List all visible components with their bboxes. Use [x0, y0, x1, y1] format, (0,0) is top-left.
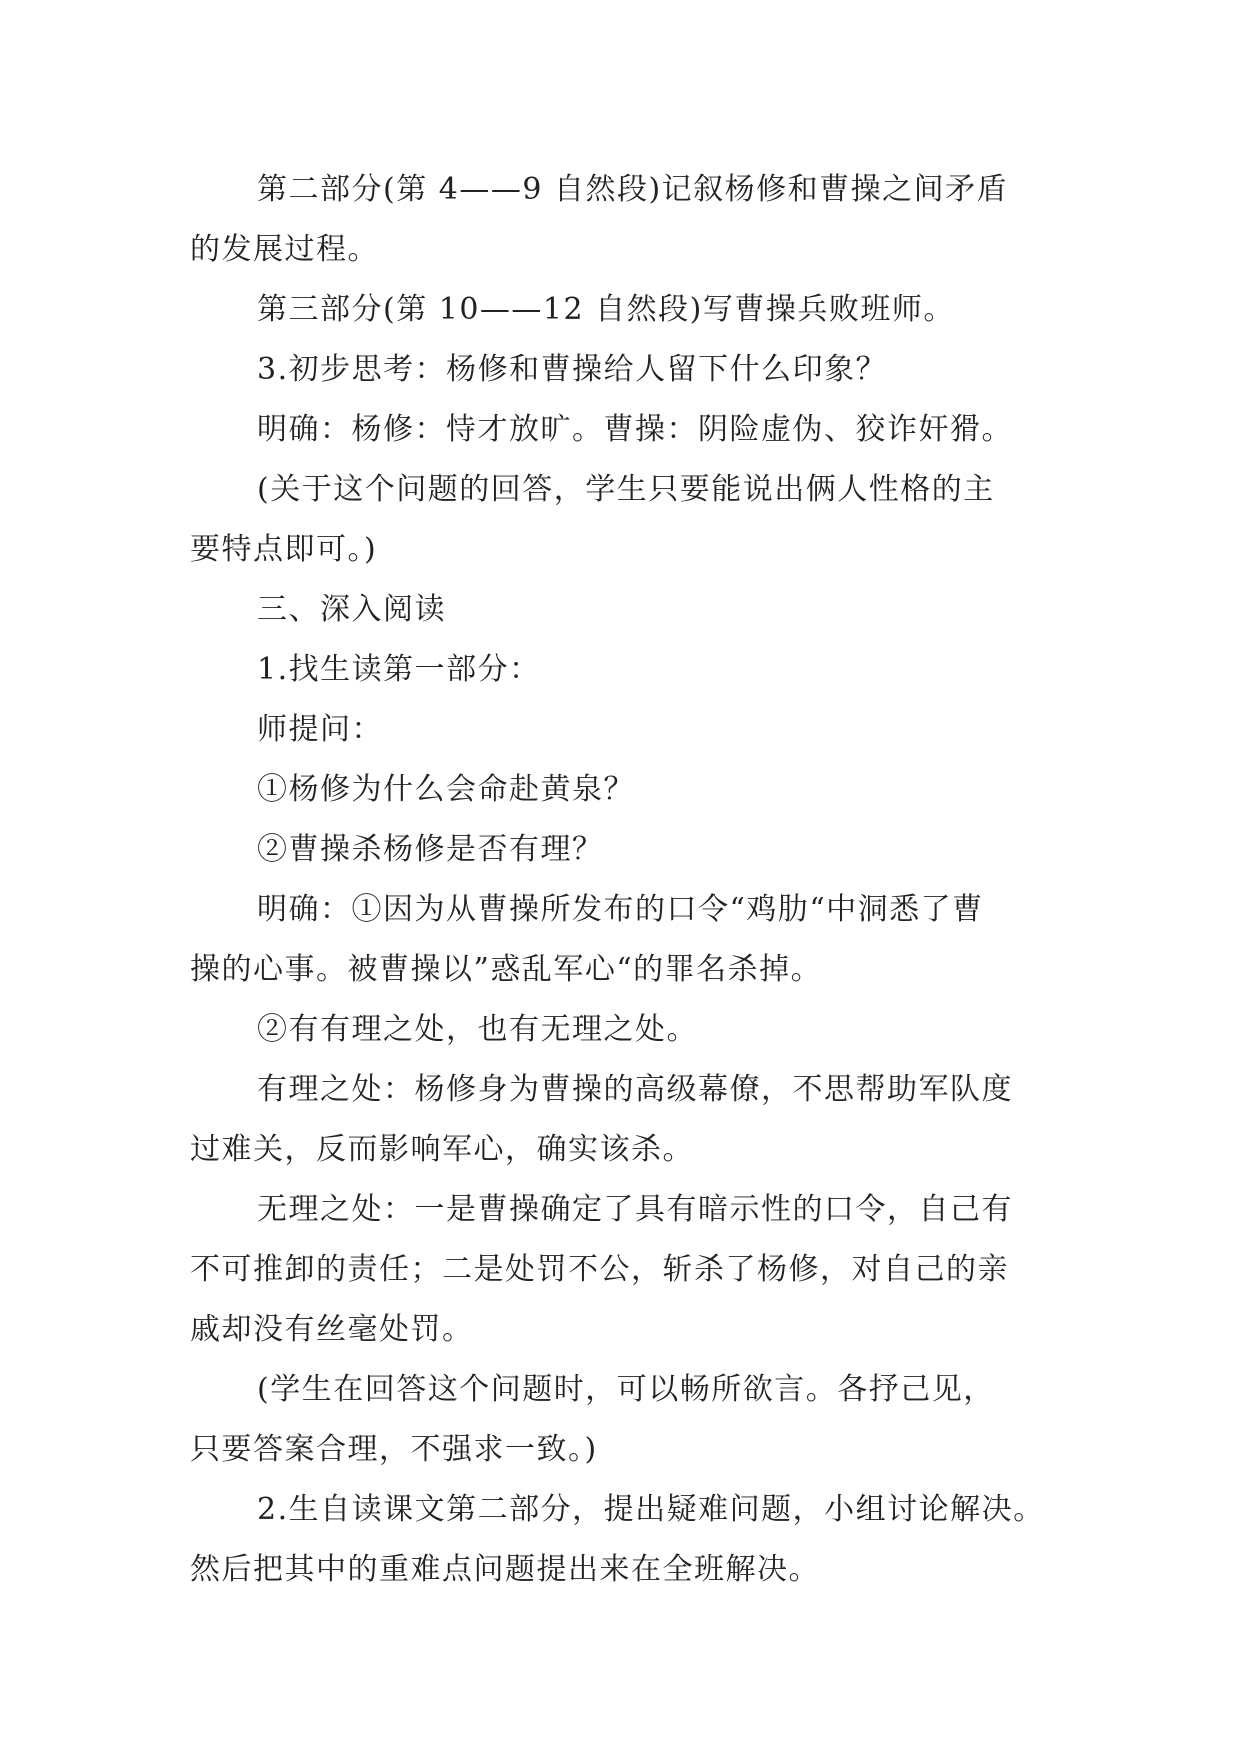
text-line: 过难关，反而影响军心，确实该杀。	[190, 1132, 694, 1167]
text-line: 师提问：	[257, 712, 383, 747]
text-line: 3.初步思考：杨修和曹操给人留下什么印象？	[257, 352, 888, 387]
text-line: (学生在回答这个问题时，可以畅所欲言。各抒己见，	[257, 1372, 995, 1407]
text-line: 操的心事。被曹操以”惑乱军心“的罪名杀掉。	[190, 952, 823, 987]
text-line: 2.生自读课文第二部分，提出疑难问题，小组讨论解决。	[257, 1492, 1045, 1527]
text-line: ①杨修为什么会命赴黄泉？	[257, 772, 635, 807]
text-line: ②有有理之处，也有无理之处。	[257, 1012, 698, 1047]
text-line: 戚却没有丝毫处罚。	[190, 1312, 474, 1347]
text-line: 要特点即可。)	[190, 532, 378, 567]
text-line: 明确：①因为从曹操所发布的口令“鸡肋“中洞悉了曹	[257, 892, 984, 927]
text-line: 只要答案合理，不强求一致。)	[190, 1432, 598, 1467]
text-line: ②曹操杀杨修是否有理？	[257, 832, 604, 867]
text-line: 然后把其中的重难点问题提出来在全班解决。	[190, 1552, 820, 1587]
document-body	[190, 160, 1050, 1600]
text-line: (关于这个问题的回答，学生只要能说出俩人性格的主	[257, 472, 995, 507]
text-line: 第三部分(第 10——12 自然段)写曹操兵败班师。	[257, 292, 955, 327]
text-line: 有理之处：杨修身为曹操的高级幕僚，不思帮助军队度	[257, 1072, 1013, 1107]
text-line: 第二部分(第 4——9 自然段)记叙杨修和曹操之间矛盾	[257, 172, 1009, 207]
text-line: 明确：杨修：恃才放旷。曹操：阴险虚伪、狡诈奸猾。	[257, 412, 1013, 447]
text-line: 1.找生读第一部分：	[257, 652, 541, 687]
text-line: 的发展过程。	[190, 232, 379, 267]
text-line: 无理之处：一是曹操确定了具有暗示性的口令，自己有	[257, 1192, 1013, 1227]
text-line: 三、深入阅读	[257, 592, 446, 627]
text-line: 不可推卸的责任；二是处罚不公，斩杀了杨修，对自己的亲	[190, 1252, 1009, 1287]
